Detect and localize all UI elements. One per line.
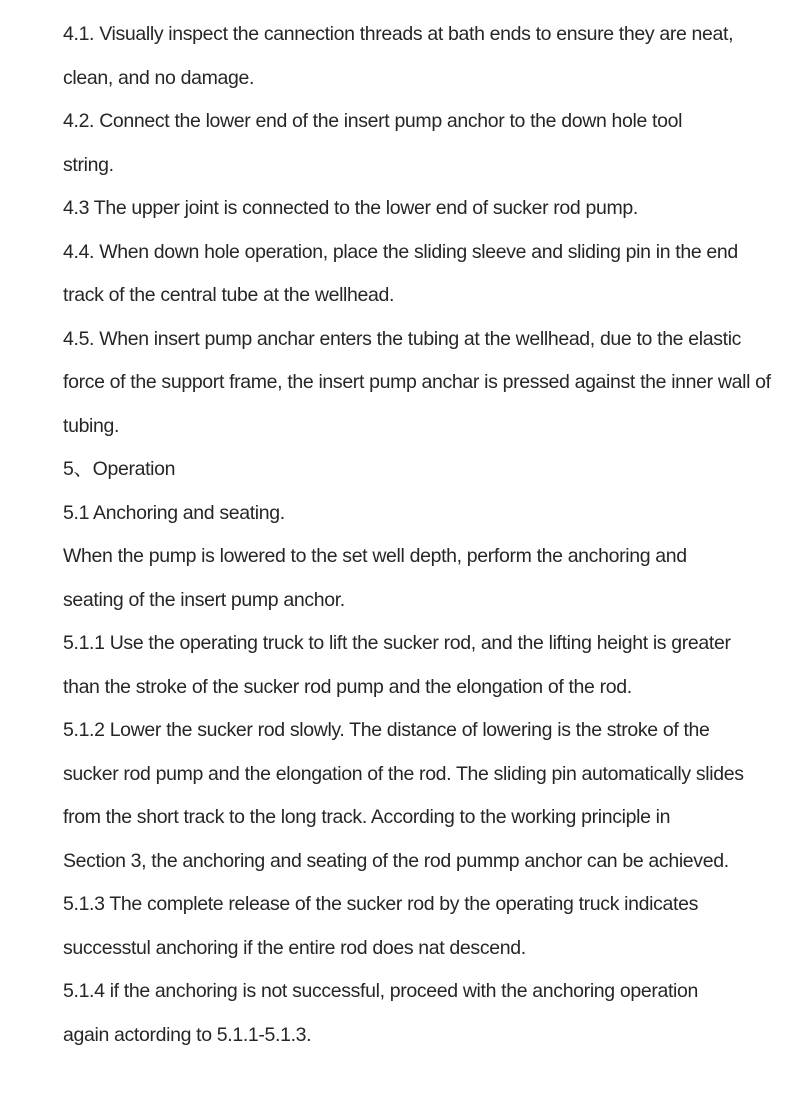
- text-line: 5.1.4 if the anchoring is not successful, proceed with the anchoring operation: [63, 980, 699, 1002]
- text-line: seating of the insert pump anchor.: [63, 588, 345, 611]
- text-line: 5.1.2 Lower the sucker rod slowly. The distance of lowering is the stroke of the: [63, 719, 710, 741]
- text-line: string.: [63, 153, 114, 176]
- text-line: 5.1.1 Use the operating truck to lift the sucker rod, and the lifting height is greater: [63, 632, 731, 654]
- text-line: 4.3 The upper joint is connected to the lower end of sucker rod pump.: [63, 197, 638, 219]
- text-line: 5.1.3 The complete release of the sucker rod by the operating truck indicates: [63, 893, 698, 915]
- text-line: Section 3, the anchoring and seating of the rod pummp anchor can be achieved.: [63, 849, 729, 872]
- text-line: than the stroke of the sucker rod pump and the elongation of the rod.: [63, 675, 632, 698]
- text-line: track of the central tube at the wellhead.: [63, 284, 395, 306]
- text-line: 5.1 Anchoring and seating.: [63, 501, 285, 524]
- text-line: When the pump is lowered to the set well depth, perform the anchoring and: [63, 545, 687, 567]
- text-line: 4.2. Connect the lower end of the insert pump anchor to the down hole tool: [63, 110, 683, 132]
- text-line: 5、Operation: [63, 458, 176, 480]
- text-line: force of the support frame, the insert pump anchar is pressed against the inner wall of: [63, 371, 771, 393]
- text-line: tubing.: [63, 414, 120, 437]
- text-line: again actording to 5.1.1-5.1.3.: [63, 1023, 312, 1046]
- text-line: clean, and no damage.: [63, 66, 255, 89]
- text-line: 4.4. When down hole operation, place the sliding sleeve and sliding pin in the end: [63, 240, 738, 263]
- text-line: from the short track to the long track. According to the working principle in: [63, 806, 671, 828]
- text-line: sucker rod pump and the elongation of the rod. The sliding pin automatically slides: [63, 762, 744, 785]
- text-line: 4.5. When insert pump anchar enters the tubing at the wellhead, due to the elastic: [63, 327, 742, 350]
- text-line: 4.1. Visually inspect the cannection threads at bath ends to ensure they are neat,: [63, 23, 734, 45]
- text-line: successtul anchoring if the entire rod does nat descend.: [63, 936, 526, 959]
